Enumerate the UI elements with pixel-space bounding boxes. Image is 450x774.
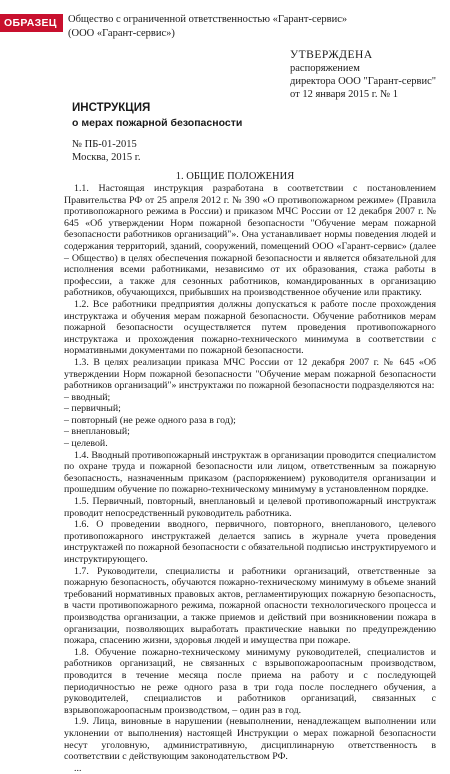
paragraph-1-9: 1.9. Лица, виновные в нарушении (невыполнении, ненадлежащем выполнении или уклонении от выполнения) настоящей Инструкции о мерах пожарной безопасности несут уголовную, административную, дисциплинарную ответственность в соответствии с действующим законодательством РФ. — [64, 716, 436, 763]
list-item: – повторный (не реже одного раза в год); — [64, 414, 236, 426]
approval-word: УТВЕРЖДЕНА — [290, 49, 373, 61]
list-item: – внеплановый; — [64, 426, 130, 438]
document-body — [64, 183, 436, 774]
approval-block — [290, 49, 436, 101]
paragraph-1-4: 1.4. Вводный противопожарный инструктаж в организации проводится специалистом по охране труда и пожарной безопасности или лицом, ответственным за пожарную безопасность, назначенным приказом (распоряжением) руководителя организации и прошедшим обучение по пожарно-техническому минимуму в установленном порядке. — [64, 449, 436, 496]
document-subtitle: о мерах пожарной безопасности — [72, 117, 243, 129]
document-title: ИНСТРУКЦИЯ — [72, 102, 151, 114]
organization-name: Общество с ограниченной ответственностью «Гарант-сервис» — [68, 14, 348, 25]
approval-line-2: директора ООО "Гарант-сервис" — [290, 76, 437, 87]
paragraph-1-1: 1.1. Настоящая инструкция разработана в соответствии с постановлением Правительства РФ от 25 апреля 2012 г. № 390 «О противопожарном режиме» (Правила противопожарного режима в России) и приказом МЧС России от 12 декабря 2007 г. № 645 «Об утверждении Норм пожарной безопасности "Обучение мерам пожарной безопасности работников организаций"». Она устанавливает нормы поведения людей и содержания территорий, зданий, сооружений, помещений ООО «Гарант-сервис» (далее – Общество) в целях обеспечения пожарной безопасности и является обязательной для исполнения всеми работниками, независимо от их образования, стажа работы в профессии, а также для сезонных работников, командированных в организацию работников, обучающихся, прибывших на производственное обучение или практику. — [64, 183, 436, 299]
organization-header — [68, 13, 347, 41]
paragraph-1-7: 1.7. Руководители, специалисты и работники организаций, ответственные за пожарную безопасность, обучаются пожарно-техническому минимуму в объеме знаний требований нормативных правовых актов, регламентирующих пожарную безопасность, в части противопожарного режима, пожарной опасности технологического процесса и производства организации, а также приемов и действий при возникновении пожара в организации, позволяющих выработать практические навыки по предупреждению пожара, спасению жизни, здоровья людей и имущества при пожаре. — [64, 565, 436, 647]
approval-line-3: от 12 января 2015 г. № 1 — [290, 89, 398, 100]
paragraph-1-5: 1.5. Первичный, повторный, внеплановый и целевой противопожарный инструктаж проводит непосредственный руководитель работника. — [64, 496, 436, 519]
ellipsis: ... — [74, 762, 82, 774]
document-number: № ПБ-01-2015 — [72, 139, 137, 150]
list-item: – первичный; — [64, 403, 121, 415]
paragraph-1-6: 1.6. О проведении вводного, первичного, повторного, внепланового, целевого противопожарного инструктажей делается запись в журнале учета проведения инструктажей по пожарной безопасности с обязательной подписью инструктируемого и инструктирующего. — [64, 519, 436, 565]
sample-stamp: ОБРАЗЕЦ — [0, 14, 63, 32]
document-place-date: Москва, 2015 г. — [72, 152, 141, 163]
paragraph-1-3: 1.3. В целях реализации приказа МЧС России от 12 декабря 2007 г. № 645 «Об утверждении Норм пожарной безопасности "Обучение мерам пожарной безопасности работников организаций"» инструктажи по пожарной безопасности подразделяются на: — [64, 356, 436, 392]
document-number-block — [72, 138, 140, 164]
section-heading: 1. ОБЩИЕ ПОЛОЖЕНИЯ — [175, 171, 295, 182]
list-item: – целевой. — [64, 438, 108, 450]
approval-line-1: распоряжением — [290, 63, 360, 74]
list-item: – вводный; — [64, 391, 111, 403]
paragraph-1-8: 1.8. Обучение пожарно-техническому минимуму руководителей, специалистов и работников организаций, не связанных с взрывопожароопасным производством, проводится в течение месяца после приема на работу и с последующей периодичностью не реже одного раза в три года после последнего обучения, а руководителей, специалистов и работников организаций, связанных с взрывопожароопасным производством, – один раз в год. — [64, 646, 436, 716]
organization-short-name: (ООО «Гарант-сервис») — [68, 28, 175, 39]
paragraph-1-2: 1.2. Все работники предприятия должны допускаться к работе после прохождения инструктажа и обучения мерам пожарной безопасности. Обучение работников мерам пожарной безопасности осуществляется путем проведения противопожарного инструктажа и прохождения пожарно-технического минимума в соответствии с нормативными документами по пожарной безопасности. — [64, 298, 436, 357]
